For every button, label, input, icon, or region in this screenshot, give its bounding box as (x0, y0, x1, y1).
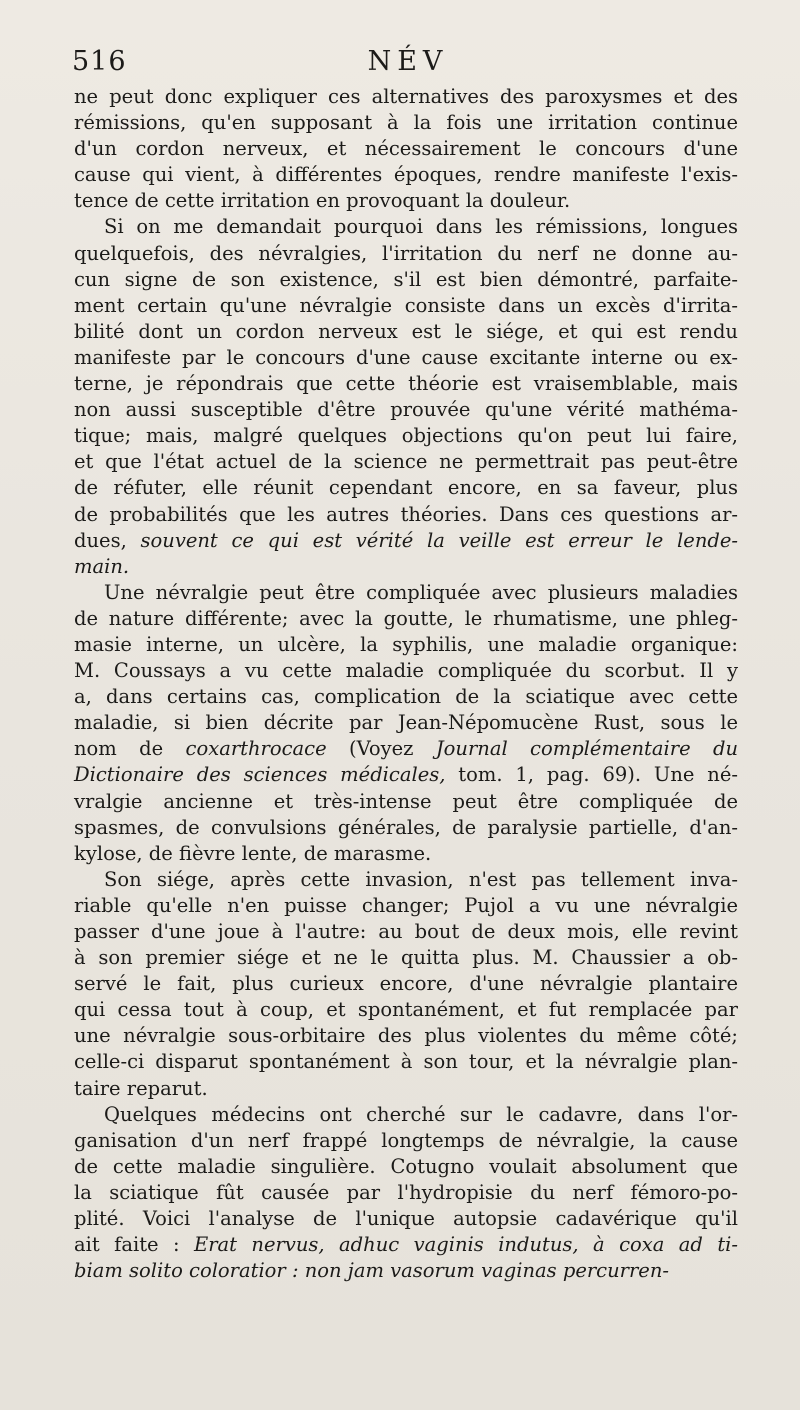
text-line (74, 1206, 738, 1232)
text-line (74, 475, 738, 501)
text-line (74, 397, 738, 423)
paragraph (74, 867, 738, 1102)
italic-text: coxarthrocace (185, 737, 327, 761)
text-run: celle-ci disparut spontanément à son tour, et la névralgie plan- (74, 1050, 738, 1074)
text-run: kylose, de fièvre lente, de marasme. (74, 841, 432, 865)
text-line (74, 893, 738, 919)
text-line (74, 580, 738, 606)
text-run: vralgie ancienne et très-intense peut être compliquée de (74, 789, 738, 813)
text-line (74, 1258, 738, 1284)
text-run: plité. Voici l'analyse de l'unique autopsie cadavérique qu'il (74, 1207, 738, 1231)
text-run: ment certain qu'une névralgie consiste dans un excès d'irrita- (74, 293, 738, 317)
text-line (74, 449, 738, 475)
italic-text: biam solito coloratior : non jam vasorum vaginas percurren- (74, 1259, 669, 1283)
text-line (74, 554, 738, 580)
text-line (74, 162, 738, 188)
text-line (74, 606, 738, 632)
text-line (74, 214, 738, 240)
text-run: cause qui vient, à différentes époques, rendre manifeste l'exis- (74, 163, 738, 187)
text-run: Si on me demandait pourquoi dans les rémissions, longues (104, 215, 738, 239)
paragraph (74, 1102, 738, 1285)
text-line (74, 1154, 738, 1180)
text-line (74, 658, 738, 684)
italic-text: souvent ce qui est vérité la veille est erreur le lende- (140, 528, 738, 552)
text-line (74, 1128, 738, 1154)
text-line (74, 1102, 738, 1128)
italic-text: Journal complémentaire du (435, 737, 739, 761)
paragraph (74, 580, 738, 867)
text-line (74, 919, 738, 945)
text-run: Quelques médecins ont cherché sur le cadavre, dans l'or- (104, 1102, 738, 1126)
text-line (74, 293, 738, 319)
running-head: NÉV (367, 46, 449, 77)
page-header (72, 44, 744, 84)
text-line (74, 528, 738, 554)
text-line (74, 188, 738, 214)
text-line (74, 502, 738, 528)
text-line (74, 1232, 738, 1258)
text-run: nom de (74, 737, 186, 761)
text-line (74, 423, 738, 449)
text-line (74, 945, 738, 971)
text-run: manifeste par le concours d'une cause excitante interne ou ex- (74, 345, 738, 369)
text-run: riable qu'elle n'en puisse changer; Pujol a vu une névralgie (74, 893, 738, 917)
text-run: M. Coussays a vu cette maladie compliquée du scorbut. Il y (74, 659, 738, 683)
text-run: ne peut donc expliquer ces alternatives des paroxysmes et des (74, 85, 738, 108)
text-line (74, 241, 738, 267)
text-run: (Voyez (326, 737, 436, 761)
text-run: de probabilités que les autres théories. Dans ces questions ar- (74, 502, 738, 526)
text-run: rémissions, qu'en supposant à la fois une irritation continue (74, 111, 738, 135)
text-run: spasmes, de convulsions générales, de paralysie partielle, d'an- (74, 815, 738, 839)
text-run: tom. 1, pag. 69). Une né- (445, 763, 738, 787)
text-line (74, 371, 738, 397)
text-line (74, 736, 738, 762)
text-run: quelquefois, des névralgies, l'irritation du nerf ne donne au- (74, 241, 738, 265)
page-number: 516 (72, 46, 127, 77)
text-line (74, 136, 738, 162)
text-line (74, 1076, 738, 1102)
text-line (74, 762, 738, 788)
text-run: bilité dont un cordon nerveux est le siége, et qui est rendu (74, 319, 738, 343)
text-run: à son premier siége et ne le quitta plus. M. Chaussier a ob- (74, 946, 738, 970)
text-run: tence de cette irritation en provoquant la douleur. (74, 189, 571, 213)
text-run: taire reparut. (74, 1076, 208, 1100)
paragraph (74, 84, 738, 214)
text-line (74, 1023, 738, 1049)
text-line (74, 110, 738, 136)
text-line (74, 684, 738, 710)
italic-text: Erat nervus, adhuc vaginis indutus, à coxa ad ti- (193, 1233, 738, 1257)
text-run: de réfuter, elle réunit cependant encore, en sa faveur, plus (74, 476, 738, 500)
italic-text: Dictionaire des sciences médicales, (74, 763, 446, 787)
text-line (74, 345, 738, 371)
text-line (74, 841, 738, 867)
text-run: servé le fait, plus curieux encore, d'une névralgie plantaire (74, 972, 738, 996)
text-run: maladie, si bien décrite par Jean-Népomucène Rust, sous le (74, 711, 738, 735)
body-text (74, 84, 738, 1284)
text-line (74, 632, 738, 658)
text-line (74, 789, 738, 815)
text-run: et que l'état actuel de la science ne permettrait pas peut-être (74, 450, 738, 474)
text-line (74, 997, 738, 1023)
text-run: Une névralgie peut être compliquée avec plusieurs maladies (104, 580, 738, 604)
text-line (74, 1049, 738, 1075)
text-run: ganisation d'un nerf frappé longtemps de névralgie, la cause (74, 1128, 738, 1152)
text-run: cun signe de son existence, s'il est bien démontré, parfaite- (74, 267, 738, 291)
paragraph (74, 214, 738, 579)
text-run: d'un cordon nerveux, et nécessairement le concours d'une (74, 137, 738, 161)
text-run: non aussi susceptible d'être prouvée qu'une vérité mathéma- (74, 398, 738, 422)
italic-text: main. (74, 554, 130, 578)
text-line (74, 267, 738, 293)
text-run: ait faite : (74, 1233, 194, 1257)
text-run: tique; mais, malgré quelques objections qu'on peut lui faire, (74, 424, 738, 448)
text-run: de cette maladie singulière. Cotugno voulait absolument que (74, 1154, 738, 1178)
text-run: dues, (74, 528, 141, 552)
text-line (74, 84, 738, 110)
text-line (74, 815, 738, 841)
text-run: la sciatique fût causée par l'hydropisie du nerf fémoro-po- (74, 1180, 738, 1204)
text-run: passer d'une joue à l'autre: au bout de deux mois, elle revint (74, 920, 738, 943)
text-run: terne, je répondrais que cette théorie est vraisemblable, mais (74, 372, 738, 396)
text-run: une névralgie sous-orbitaire des plus violentes du même côté; (74, 1024, 738, 1048)
text-run: qui cessa tout à coup, et spontanément, et fut remplacée par (74, 998, 738, 1022)
text-line (74, 319, 738, 345)
text-run: Son siége, après cette invasion, n'est pas tellement inva- (104, 867, 738, 891)
text-run: de nature différente; avec la goutte, le rhumatisme, une phleg- (74, 606, 738, 630)
text-line (74, 867, 738, 893)
text-line (74, 971, 738, 997)
text-line (74, 710, 738, 736)
text-run: masie interne, un ulcère, la syphilis, une maladie organique: (74, 632, 738, 656)
text-line (74, 1180, 738, 1206)
text-run: a, dans certains cas, complication de la sciatique avec cette (74, 685, 738, 709)
